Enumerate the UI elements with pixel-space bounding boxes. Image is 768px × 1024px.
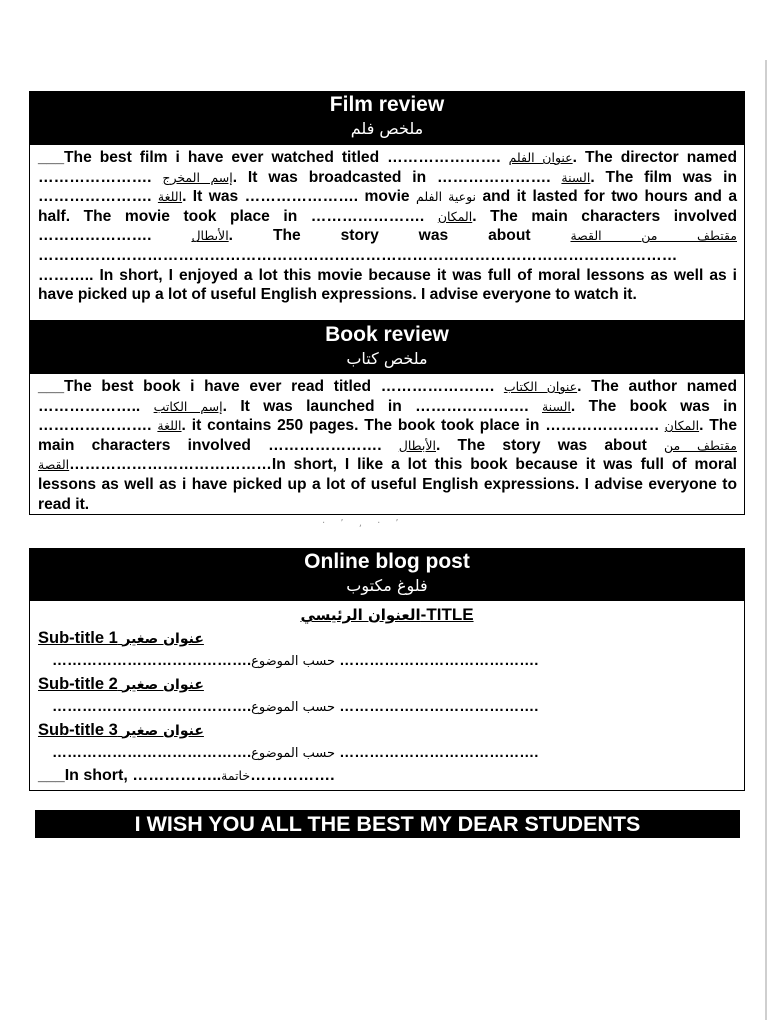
film-text-6: and it lasted for two hours and a half. The movie took place in …………………. [38,188,738,225]
blog-post-header [30,549,744,601]
scan-smudge: · ’ ‚ · ’ [322,518,405,529]
book-text-3: . It was launched in …………………. [222,397,542,415]
line-2-left: …………………………………. [52,698,252,715]
page-edge-line [765,60,767,1020]
book-review-header [30,322,744,374]
book-text-8: …………………………………In short, I like a lot this book because it was full of moral lessons as well as i have picked up a lot of useful English expressions. I advise everyone to read it. [38,456,737,513]
subtitle-3-label: Sub-title 3 [38,721,118,739]
subtitle-1 [30,627,744,650]
blog-post-title: Online blog post [304,550,470,573]
film-text-2: . The director named …………………. [38,149,738,186]
subtitle-2-line [30,696,744,719]
film-title-field: عنوان الفلم [508,150,573,165]
subtitle-1-label-ar: عنوان صغير [122,631,204,647]
blog-conclusion-line [30,765,744,787]
film-text-7: . The main characters involved …………………. [38,207,738,245]
book-text-1: ___The best book i have ever read titled …………………. [38,378,504,395]
blog-post-section [29,548,745,791]
book-text-4: . The book was in …………………. [38,397,738,435]
film-text-3: . It was broadcasted in …………………. [232,168,562,186]
blog-main-title [30,603,744,627]
book-review-section [29,321,745,515]
conclusion-suffix: ……………. [250,767,335,784]
line-1-right: …………………………………. [335,652,539,669]
subtitle-3-label-ar: عنوان صغير [122,723,204,739]
subtitle-1-label: Sub-title 1 [38,629,118,647]
book-text-7: . The story was about [435,436,664,454]
line-2-mid: حسب الموضوع [251,700,336,715]
film-genre-field: نوعية الفلم [416,189,477,205]
film-text-5: . It was …………………. movie [182,188,417,206]
conclusion-ar: خاتمة [221,768,251,783]
line-3-left: …………………………………. [52,744,252,761]
book-language-field: اللغة [157,418,182,434]
line-1-mid: حسب الموضوع [251,654,336,669]
book-author-field: إسم الكاتب [153,398,223,414]
subtitle-3-line [30,742,744,765]
film-story-field: مقتطف من القصة [570,228,737,244]
closing-banner: I WISH YOU ALL THE BEST MY DEAR STUDENTS [35,810,740,838]
conclusion-prefix: ___In short, …………….. [38,767,222,784]
subtitle-3 [30,719,744,742]
book-review-paragraph [30,374,744,514]
subtitle-2 [30,673,744,696]
film-review-title: Film review [329,93,445,116]
film-review-paragraph [30,145,744,305]
blog-post-title-ar: فلوغ مكتوب [346,576,428,595]
film-text-1: ___The best film i have ever watched titled …………………. [38,149,509,166]
film-text-8: . The story was about [228,227,571,245]
book-text-2: . The author named ……………….. [38,378,737,415]
book-review-title: Book review [325,323,449,346]
film-place-field: المكان [437,208,473,224]
line-3-mid: حسب الموضوع [251,746,336,761]
line-2-right: …………………………………. [335,698,539,715]
book-title-field: عنوان الكتاب [503,379,578,394]
book-year-field: السنة [541,398,571,414]
book-review-title-ar: ملخص كتاب [346,349,428,368]
film-year-field: السنة [561,169,591,185]
film-review-section [29,91,745,321]
subtitle-2-label: Sub-title 2 [38,675,118,693]
book-heroes-field: الأبطال [398,437,436,453]
line-1-left: …………………………………. [52,652,252,669]
blog-main-title-en: -TITLE [420,605,474,624]
blog-main-title-ar: العنوان الرئيسي [300,606,421,624]
book-text-6: . The main characters involved …………………. [38,417,737,454]
subtitle-2-label-ar: عنوان صغير [122,677,204,693]
film-director-field: إسم المخرج [162,169,233,185]
subtitle-1-line [30,650,744,673]
book-place-field: المكان [664,418,700,434]
film-review-title-ar: ملخص فلم [350,119,424,138]
line-3-right: …………………………………. [335,744,539,761]
film-text-4: . The film was in …………………. [38,168,737,206]
film-review-header [30,92,744,145]
book-story-field: مقتطف من القصة [38,437,737,473]
film-language-field: اللغة [157,189,183,205]
film-heroes-field: الأبطال [191,228,229,244]
film-text-9: …………………………………………………………………………………………………………… ……….. In short, I enjoyed a lot this movie because it was full of moral lessons as well as i have picked up a lot of useful English expressions. I advise everyone to watch it. [38,246,737,304]
book-text-5: . it contains 250 pages. The book took place in …………………. [181,417,665,435]
